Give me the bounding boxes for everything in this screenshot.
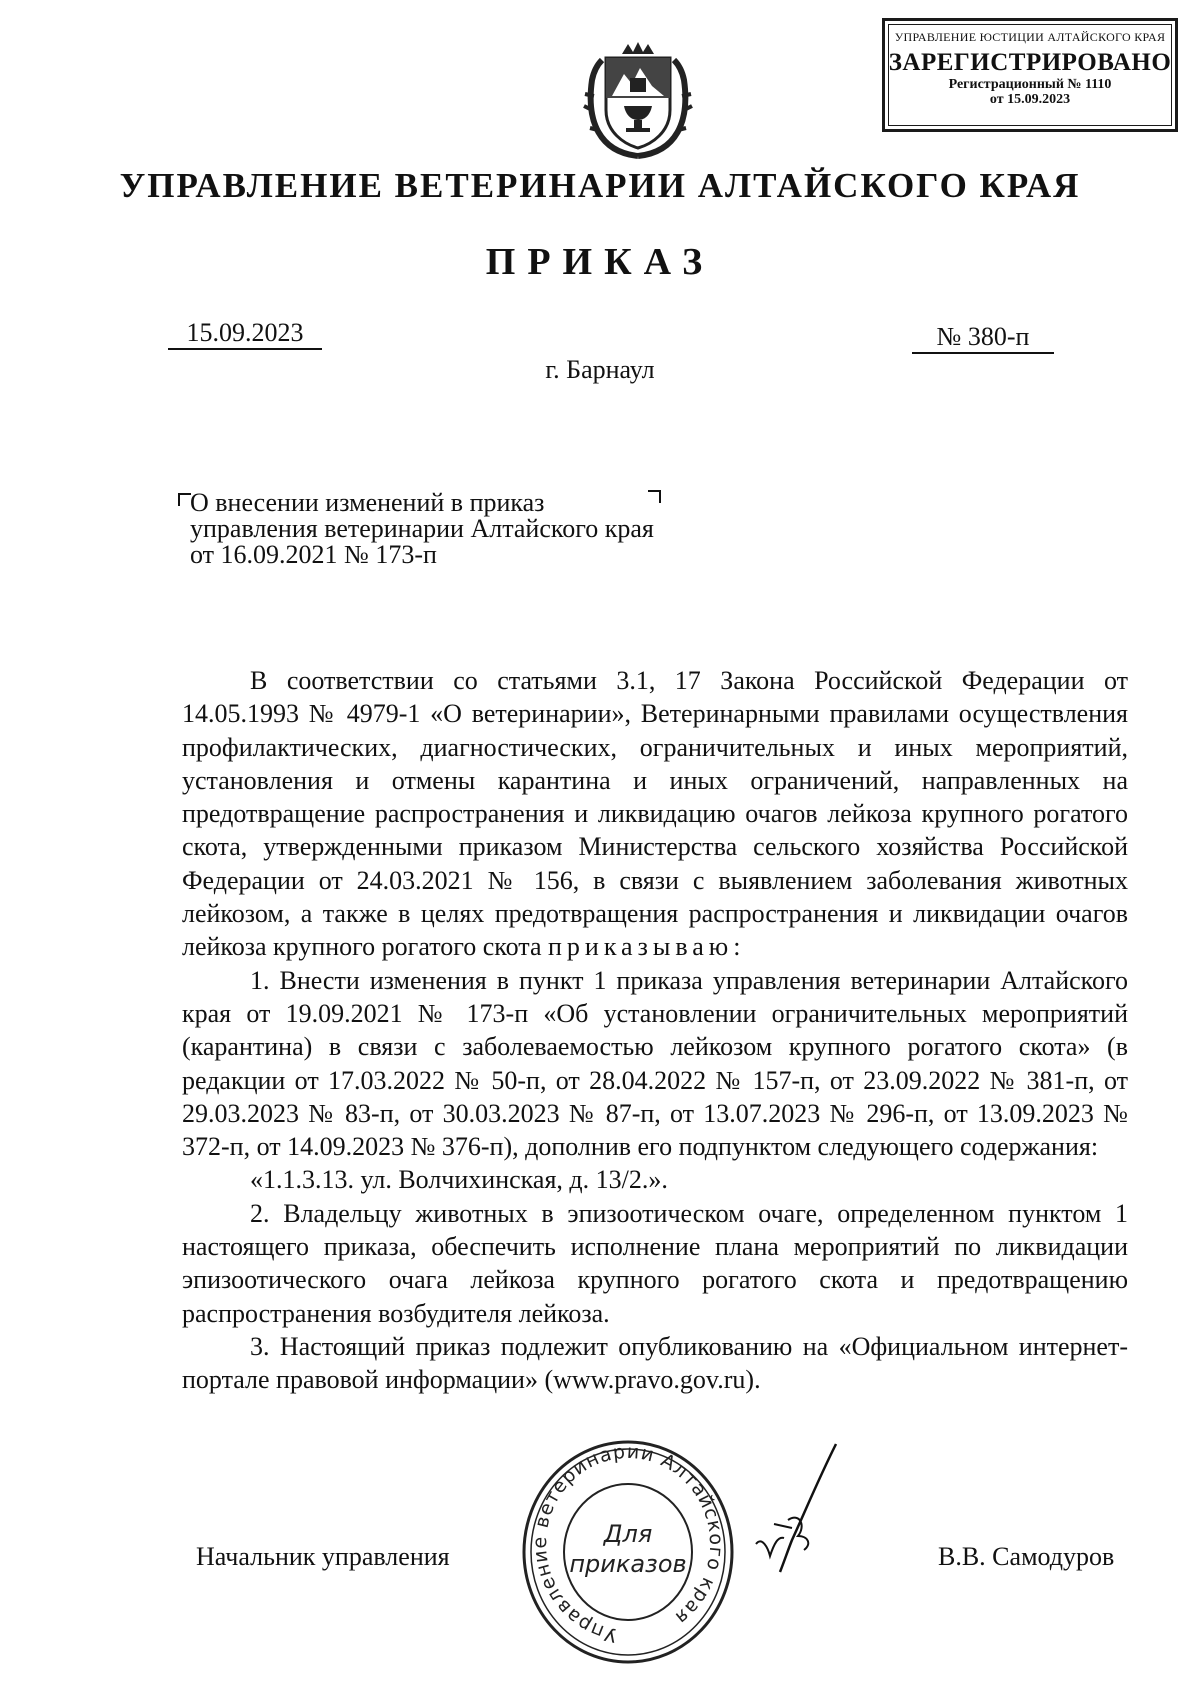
registration-stamp-number: Регистрационный № 1110 — [948, 77, 1112, 92]
document-number: № 380-п — [912, 322, 1054, 354]
handwritten-signature-icon — [748, 1440, 848, 1576]
document-body — [182, 664, 1128, 1397]
seal-ring-text: Управление ветеринарии Алтайского края — [528, 1440, 728, 1647]
item-1: 1. Внести изменения в пункт 1 приказа управления ветеринарии Алтайского края от 19.09.2021 № 173-п «Об установлении ограничительных мероприятий (карантина) в связи с заболеваемостью лейкозом крупного рогатого скота» (в редакции от 17.03.2022 № 50-п, от 28.04.2022 № 157-п, от 23.09.2022 № 381-п, от 29.03.2023 № 83-п, от 30.03.2023 № 87-п, от 13.07.2023 № 296-п, от 13.09.2023 № 372-п, от 14.09.2023 № 376-п), дополнив его подпунктом следующего содержания: — [182, 965, 1128, 1162]
official-seal-icon — [518, 1440, 738, 1672]
signer-title: Начальник управления — [196, 1542, 450, 1571]
coat-of-arms-icon — [578, 40, 698, 162]
preamble-colon: : — [733, 932, 741, 962]
registration-stamp-date: от 15.09.2023 — [989, 92, 1071, 107]
order-keyword: приказываю — [547, 932, 734, 962]
document-subject: О внесении изменений в приказ управления ветеринарии Алтайского края от 16.09.2021 № 173-п — [190, 488, 654, 569]
registration-stamp-organization: УПРАВЛЕНИЕ ЮСТИЦИИ АЛТАЙСКОГО КРАЯ — [894, 30, 1166, 44]
preamble-paragraph — [182, 664, 1128, 964]
document-type: ПРИКАЗ — [485, 241, 715, 283]
preamble-text: В соответствии со статьями 3.1, 17 Закона Российской Федерации от 14.05.1993 № 4979-1 «О ветеринарии», Ветеринарными правилами осуществления профилактических, диагностических, ограничительных и иных мероприятий, установления и отмены карантина и иных ограничений, направленных на предотвращение распространения и ликвидацию очагов лейкоза крупного рогатого скота, утвержденными приказом Министерства сельского хозяйства Российской Федерации от 24.03.2021 № 156, в связи с выявлением заболевания животных лейкозом, а также в целях предотвращения распространения и ликвидации очагов лейкоза крупного рогатого скота — [182, 666, 1128, 962]
signer-name: В.В. Самодуров — [938, 1542, 1115, 1571]
item-3: 3. Настоящий приказ подлежит опубликованию на «Официальном интернет-портале правовой информации» (www.pravo.gov.ru). — [182, 1331, 1128, 1395]
issuing-authority: УПРАВЛЕНИЕ ВЕТЕРИНАРИИ АЛТАЙСКОГО КРАЯ — [119, 166, 1081, 205]
item-1-quote: «1.1.3.13. ул. Волчихинская, д. 13/2.». — [250, 1165, 668, 1195]
registration-stamp — [882, 18, 1178, 132]
registration-stamp-status: ЗАРЕГИСТРИРОВАНО — [888, 49, 1172, 76]
seal-center-line1: Для — [603, 1520, 653, 1548]
document-city: г. Барнаул — [545, 355, 655, 384]
seal-center-line2: приказов — [569, 1550, 687, 1578]
item-2: 2. Владельцу животных в эпизоотическом очаге, определенном пунктом 1 настоящего приказа, обеспечить исполнение плана мероприятий по ликвидации эпизоотического очага лейкоза крупного рогатого скота и предотвращению распространения возбудителя лейкоза. — [182, 1198, 1128, 1328]
document-date: 15.09.2023 — [168, 318, 322, 350]
